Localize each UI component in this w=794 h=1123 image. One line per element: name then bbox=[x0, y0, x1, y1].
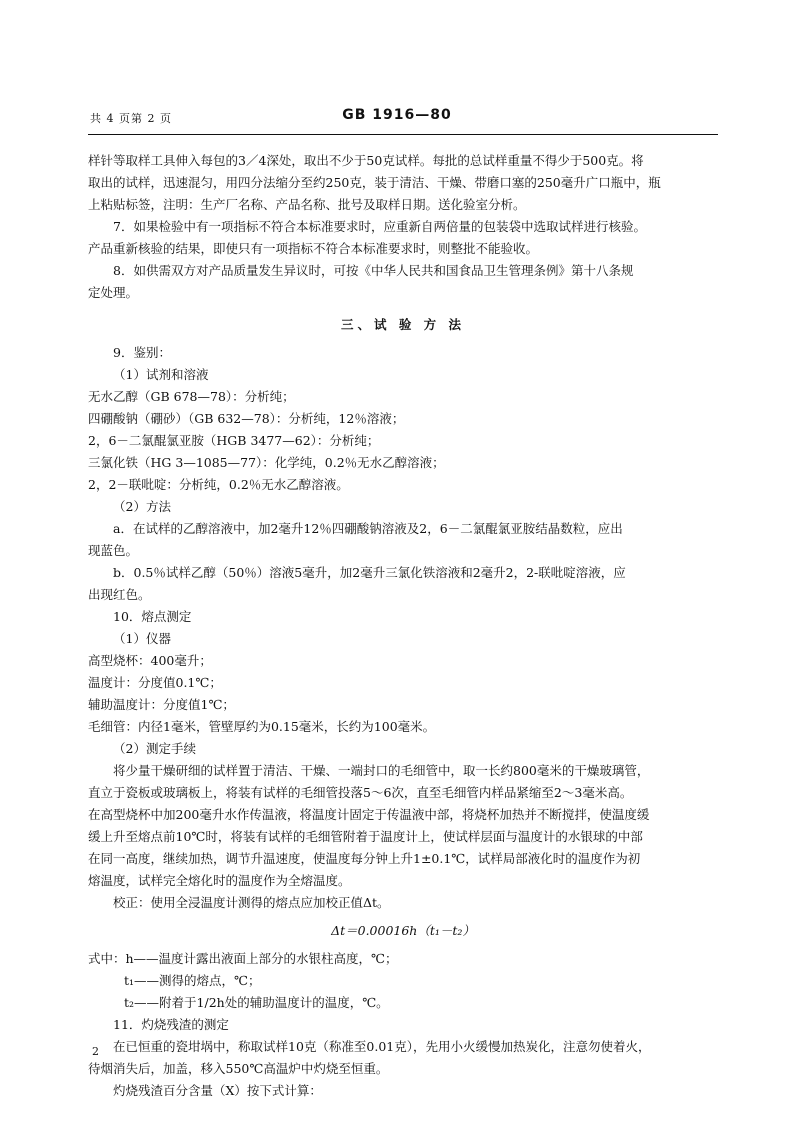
text-line: 样针等取样工具伸入每包的3／4深处，取出不少于50克试样。每批的总试样重量不得少于500克。将 bbox=[88, 153, 644, 168]
text-line: 定处理。 bbox=[88, 285, 139, 300]
reagent-item: 无水乙醇（GB 678—78）：分析纯； bbox=[88, 389, 295, 404]
text-line: 熔温度，试样完全熔化时的温度作为全熔温度。 bbox=[88, 873, 351, 888]
text-line: 在同一高度，继续加热，调节升温速度，使温度每分钟上升1±0.1℃，试样局部液化时的温度作为初 bbox=[88, 851, 641, 866]
clause-11-heading: 11．灼烧残渣的测定 bbox=[113, 1017, 229, 1032]
instrument-item: 毛细管：内径1毫米，管壁厚约为0.15毫米，长约为100毫米。 bbox=[88, 719, 436, 734]
text-line: 现蓝色。 bbox=[88, 543, 139, 558]
clause-10-heading: 10．熔点测定 bbox=[113, 609, 192, 624]
text-line: 产品重新核验的结果，即使只有一项指标不符合本标准要求时，则整批不能验收。 bbox=[88, 241, 539, 256]
instrument-item: 辅助温度计：分度值1℃； bbox=[88, 697, 235, 712]
text-line: 缓上升至熔点前10℃时，将装有试样的毛细管附着于温度计上，使试样层面与温度计的水银球的中部 bbox=[88, 829, 643, 844]
text-line: 直立于瓷板或玻璃板上，将装有试样的毛细管投落5～6次，直至毛细管内样品紧缩至2～3毫米高。 bbox=[88, 785, 633, 800]
clause-7: 7．如果检验中有一项指标不符合本标准要求时，应重新自两倍量的包装袋中选取试样进行核验。 bbox=[113, 219, 646, 234]
subsection-heading: （2）测定手续 bbox=[113, 741, 196, 756]
ash-procedure: 在已恒重的瓷坩埚中，称取试样10克（称准至0.01克），先用小火缓慢加热炭化，注意勿使着火， bbox=[113, 1039, 651, 1054]
reagent-item: 四硼酸钠（硼砂）（GB 632—78）：分析纯，12％溶液； bbox=[88, 411, 405, 426]
ash-formula-intro: 灼烧残渣百分含量（X）按下式计算： bbox=[113, 1083, 322, 1098]
text-line: 取出的试样，迅速混匀，用四分法缩分至约250克，装于清洁、干燥、带磨口塞的250毫升广口瓶中，瓶 bbox=[88, 175, 661, 190]
reagent-item: 三氯化铁（HG 3—1085—77）：化学纯，0.2％无水乙醇溶液； bbox=[88, 455, 445, 470]
formula-legend: t₁——测得的熔点，℃； bbox=[124, 973, 261, 988]
instrument-item: 高型烧杯：400毫升； bbox=[88, 653, 212, 668]
subsection-heading: （1）仪器 bbox=[113, 631, 171, 646]
section-title: 三、试 验 方 法 bbox=[340, 317, 466, 332]
reagent-item: 2，2－联吡啶：分析纯，0.2％无水乙醇溶液。 bbox=[88, 477, 349, 492]
text-line: 出现红色。 bbox=[88, 587, 151, 602]
header-rule bbox=[88, 134, 718, 135]
method-b: b．0.5％试样乙醇（50％）溶液5毫升，加2毫升三氯化铁溶液和2毫升2，2-联吡啶溶液，应 bbox=[113, 565, 626, 580]
correction-formula: Δt＝0.00016h（t₁－t₂） bbox=[331, 923, 475, 938]
document-body bbox=[88, 150, 718, 1102]
text-line: 上粘贴标签，注明：生产厂名称、产品名称、批号及取样日期。送化验室分析。 bbox=[88, 197, 526, 212]
text-line: 待烟消失后，加盖，移入550℃高温炉中灼烧至恒重。 bbox=[88, 1061, 389, 1076]
standard-number: GB 1916—80 bbox=[342, 107, 452, 123]
reagent-item: 2，6－二氯醌氯亚胺（HGB 3477—62）：分析纯； bbox=[88, 433, 380, 448]
correction-note: 校正：使用全浸温度计测得的熔点应加校正值Δt。 bbox=[113, 895, 390, 910]
formula-legend: t₂——附着于1/2h处的辅助温度计的温度，℃。 bbox=[124, 995, 389, 1010]
clause-9-heading: 9．鉴别： bbox=[113, 345, 171, 360]
instrument-item: 温度计：分度值0.1℃； bbox=[88, 675, 222, 690]
formula-legend: 式中：h——温度计露出液面上部分的水银柱高度，℃； bbox=[88, 951, 398, 966]
method-a: a．在试样的乙醇溶液中，加2毫升12％四硼酸钠溶液及2，6－二氯醌氯亚胺结晶数粒，应出 bbox=[113, 521, 623, 536]
text-line: 在高型烧杯中加200毫升水作传温液，将温度计固定于传温液中部，将烧杯加热并不断搅拌，使温度缓 bbox=[88, 807, 650, 822]
subsection-heading: （1）试剂和溶液 bbox=[113, 367, 209, 382]
procedure-text: 将少量干燥研细的试样置于清洁、干燥、一端封口的毛细管中，取一长约800毫米的干燥玻璃管， bbox=[113, 763, 650, 778]
clause-8: 8．如供需双方对产品质量发生异议时，可按《中华人民共和国食品卫生管理条例》第十八条规 bbox=[113, 263, 634, 278]
page-number: 2 bbox=[92, 1045, 99, 1058]
subsection-heading: （2）方法 bbox=[113, 499, 171, 514]
page-count-label: 共 4 页第 2 页 bbox=[90, 112, 172, 125]
